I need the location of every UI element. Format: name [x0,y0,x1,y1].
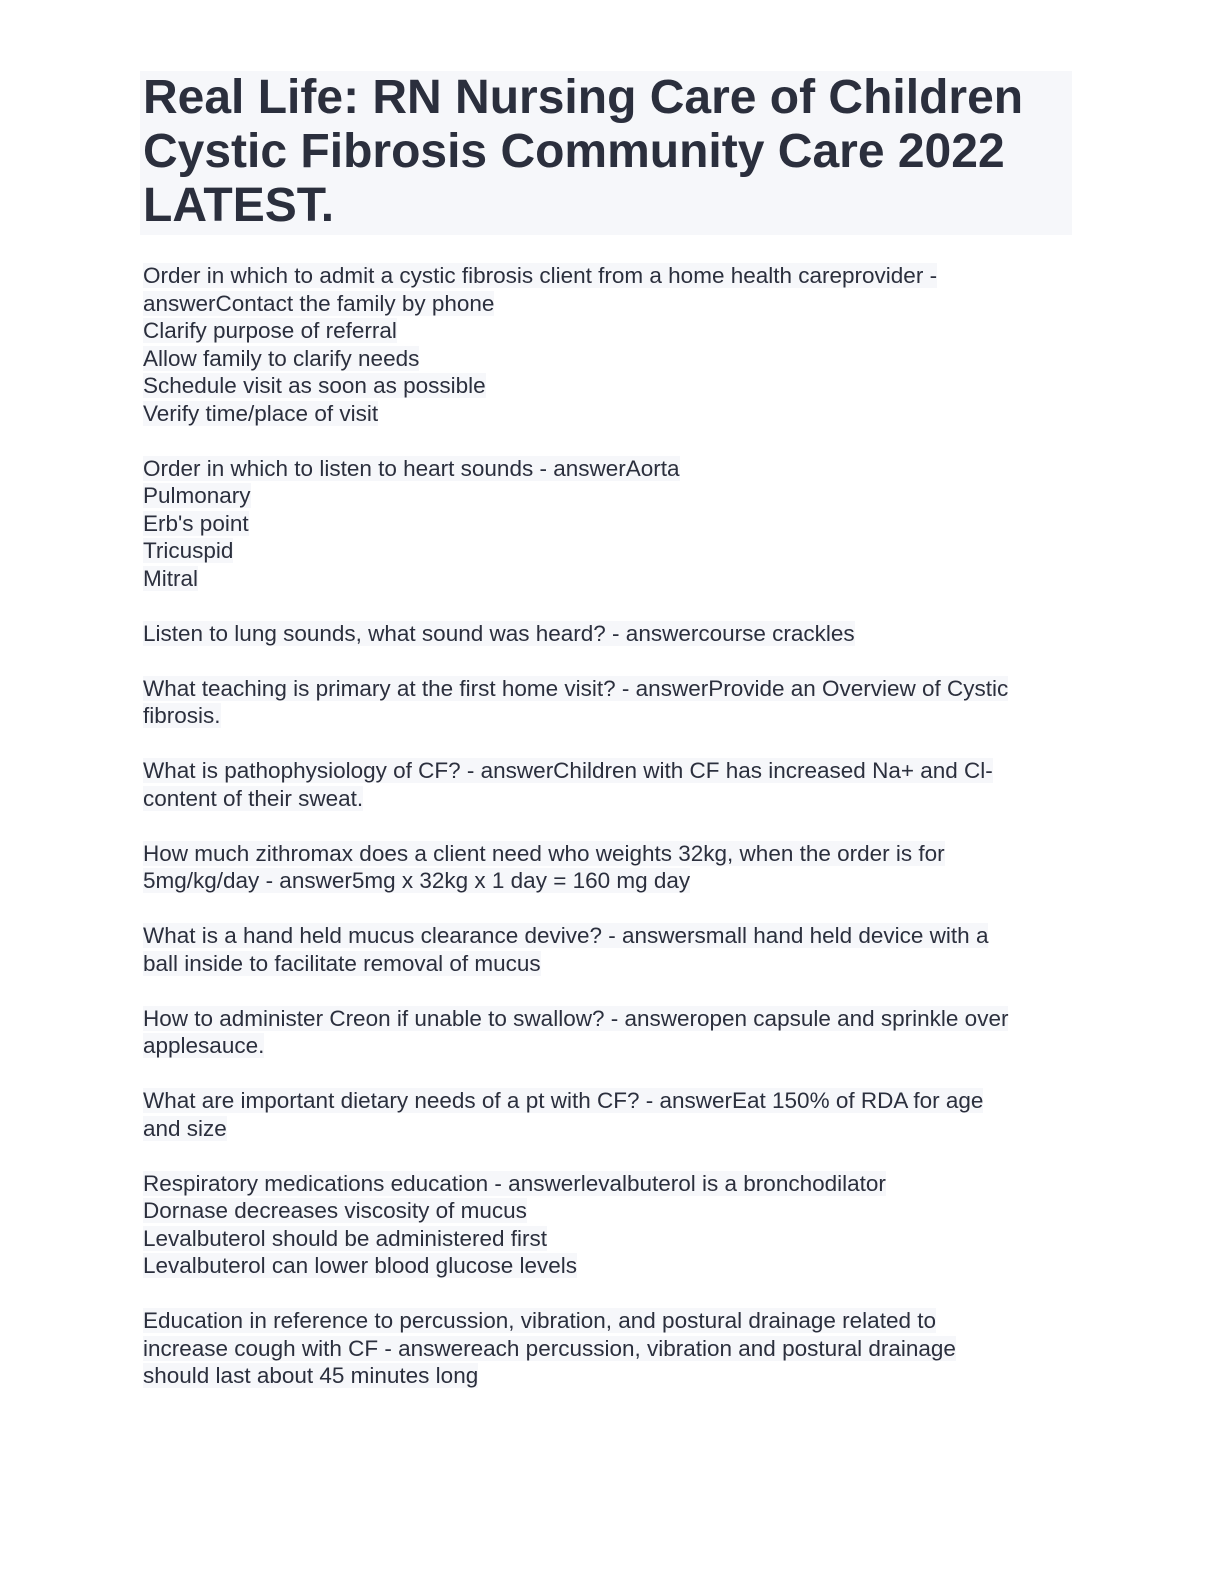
qa-line [143,1032,1083,1060]
qa-line-text: Order in which to listen to heart sounds - answerAorta [143,455,680,481]
qa-line-text: Schedule visit as soon as possible [143,373,486,398]
qa-line-text: Clarify purpose of referral [143,318,397,343]
page-title: Real Life: RN Nursing Care of Children Cystic Fibrosis Community Care 2022 LATEST. [143,71,1024,232]
qa-item [143,262,1083,427]
qa-line-text: What is a hand held mucus clearance devive? - answersmall hand held device with a [143,923,989,948]
qa-line [143,1197,1083,1225]
qa-line [143,1252,1083,1280]
qa-line [143,1362,1083,1390]
qa-line [143,290,1083,318]
qa-line-text: Listen to lung sounds, what sound was heard? - answercourse crackles [143,620,855,646]
qa-line [143,1005,1083,1033]
qa-line-text: ball inside to facilitate removal of mucus [143,950,541,976]
qa-line [143,950,1083,978]
qa-line-text: Erb's point [143,510,249,536]
qa-line-text: Order in which to admit a cystic fibrosis client from a home health careprovider - [143,263,938,288]
qa-line-text: Tricuspid [143,538,234,563]
qa-line-text: What teaching is primary at the first home visit? - answerProvide an Overview of Cystic [143,675,1009,701]
qa-line-text: Education in reference to percussion, vibration, and postural drainage related to [143,1308,936,1333]
qa-line-text: Levalbuterol should be administered first [143,1225,547,1251]
qa-item [143,675,1083,730]
qa-line-text: Mitral [143,565,198,591]
qa-item [143,1307,1083,1390]
qa-line [143,565,1083,593]
qa-line [143,1225,1083,1253]
qa-line-text: content of their sweat. [143,785,364,811]
qa-line [143,757,1083,785]
qa-item [143,757,1083,812]
qa-line [143,867,1083,895]
qa-line-text: What is pathophysiology of CF? - answerChildren with CF has increased Na+ and Cl- [143,758,993,783]
qa-line [143,620,1083,648]
qa-line-text: 5mg/kg/day - answer5mg x 32kg x 1 day = 160 mg day [143,868,691,893]
qa-item [143,620,1083,648]
qa-line-text: Levalbuterol can lower blood glucose levels [143,1253,578,1278]
qa-line [143,1307,1083,1335]
qa-line-text: Allow family to clarify needs [143,345,420,371]
qa-line-text: Respiratory medications education - answerlevalbuterol is a bronchodilator [143,1170,886,1196]
qa-line [143,317,1083,345]
qa-line [143,922,1083,950]
qa-line-text: How much zithromax does a client need who weights 32kg, when the order is for [143,840,945,866]
qa-line [143,262,1083,290]
qa-line-text: increase cough with CF - answereach percussion, vibration and postural drainage [143,1335,956,1361]
qa-line [143,400,1083,428]
qa-line [143,1335,1083,1363]
qa-line [143,482,1083,510]
qa-line-text: applesauce. [143,1033,265,1058]
qa-line-text: fibrosis. [143,703,221,728]
qa-item [143,1087,1083,1142]
qa-line [143,372,1083,400]
qa-line [143,840,1083,868]
qa-line-text: How to administer Creon if unable to swallow? - answeropen capsule and sprinkle over [143,1005,1009,1031]
qa-item [143,1005,1083,1060]
qa-line [143,702,1083,730]
qa-line-text: Dornase decreases viscosity of mucus [143,1198,527,1223]
qa-line [143,1170,1083,1198]
qa-line [143,455,1083,483]
qa-item [143,840,1083,895]
qa-line [143,345,1083,373]
title-block [140,71,1072,235]
qa-line [143,510,1083,538]
qa-line [143,785,1083,813]
qa-line [143,537,1083,565]
qa-line-text: Verify time/place of visit [143,400,379,426]
qa-line-text: answerContact the family by phone [143,290,495,316]
qa-list [143,262,1083,1417]
qa-item [143,922,1083,977]
qa-item [143,455,1083,593]
qa-line-text: should last about 45 minutes long [143,1363,479,1388]
qa-line-text: Pulmonary [143,483,251,508]
qa-line-text: What are important dietary needs of a pt with CF? - answerEat 150% of RDA for age [143,1088,984,1113]
qa-line [143,675,1083,703]
qa-line [143,1115,1083,1143]
qa-line-text: and size [143,1115,227,1141]
qa-line [143,1087,1083,1115]
qa-item [143,1170,1083,1280]
